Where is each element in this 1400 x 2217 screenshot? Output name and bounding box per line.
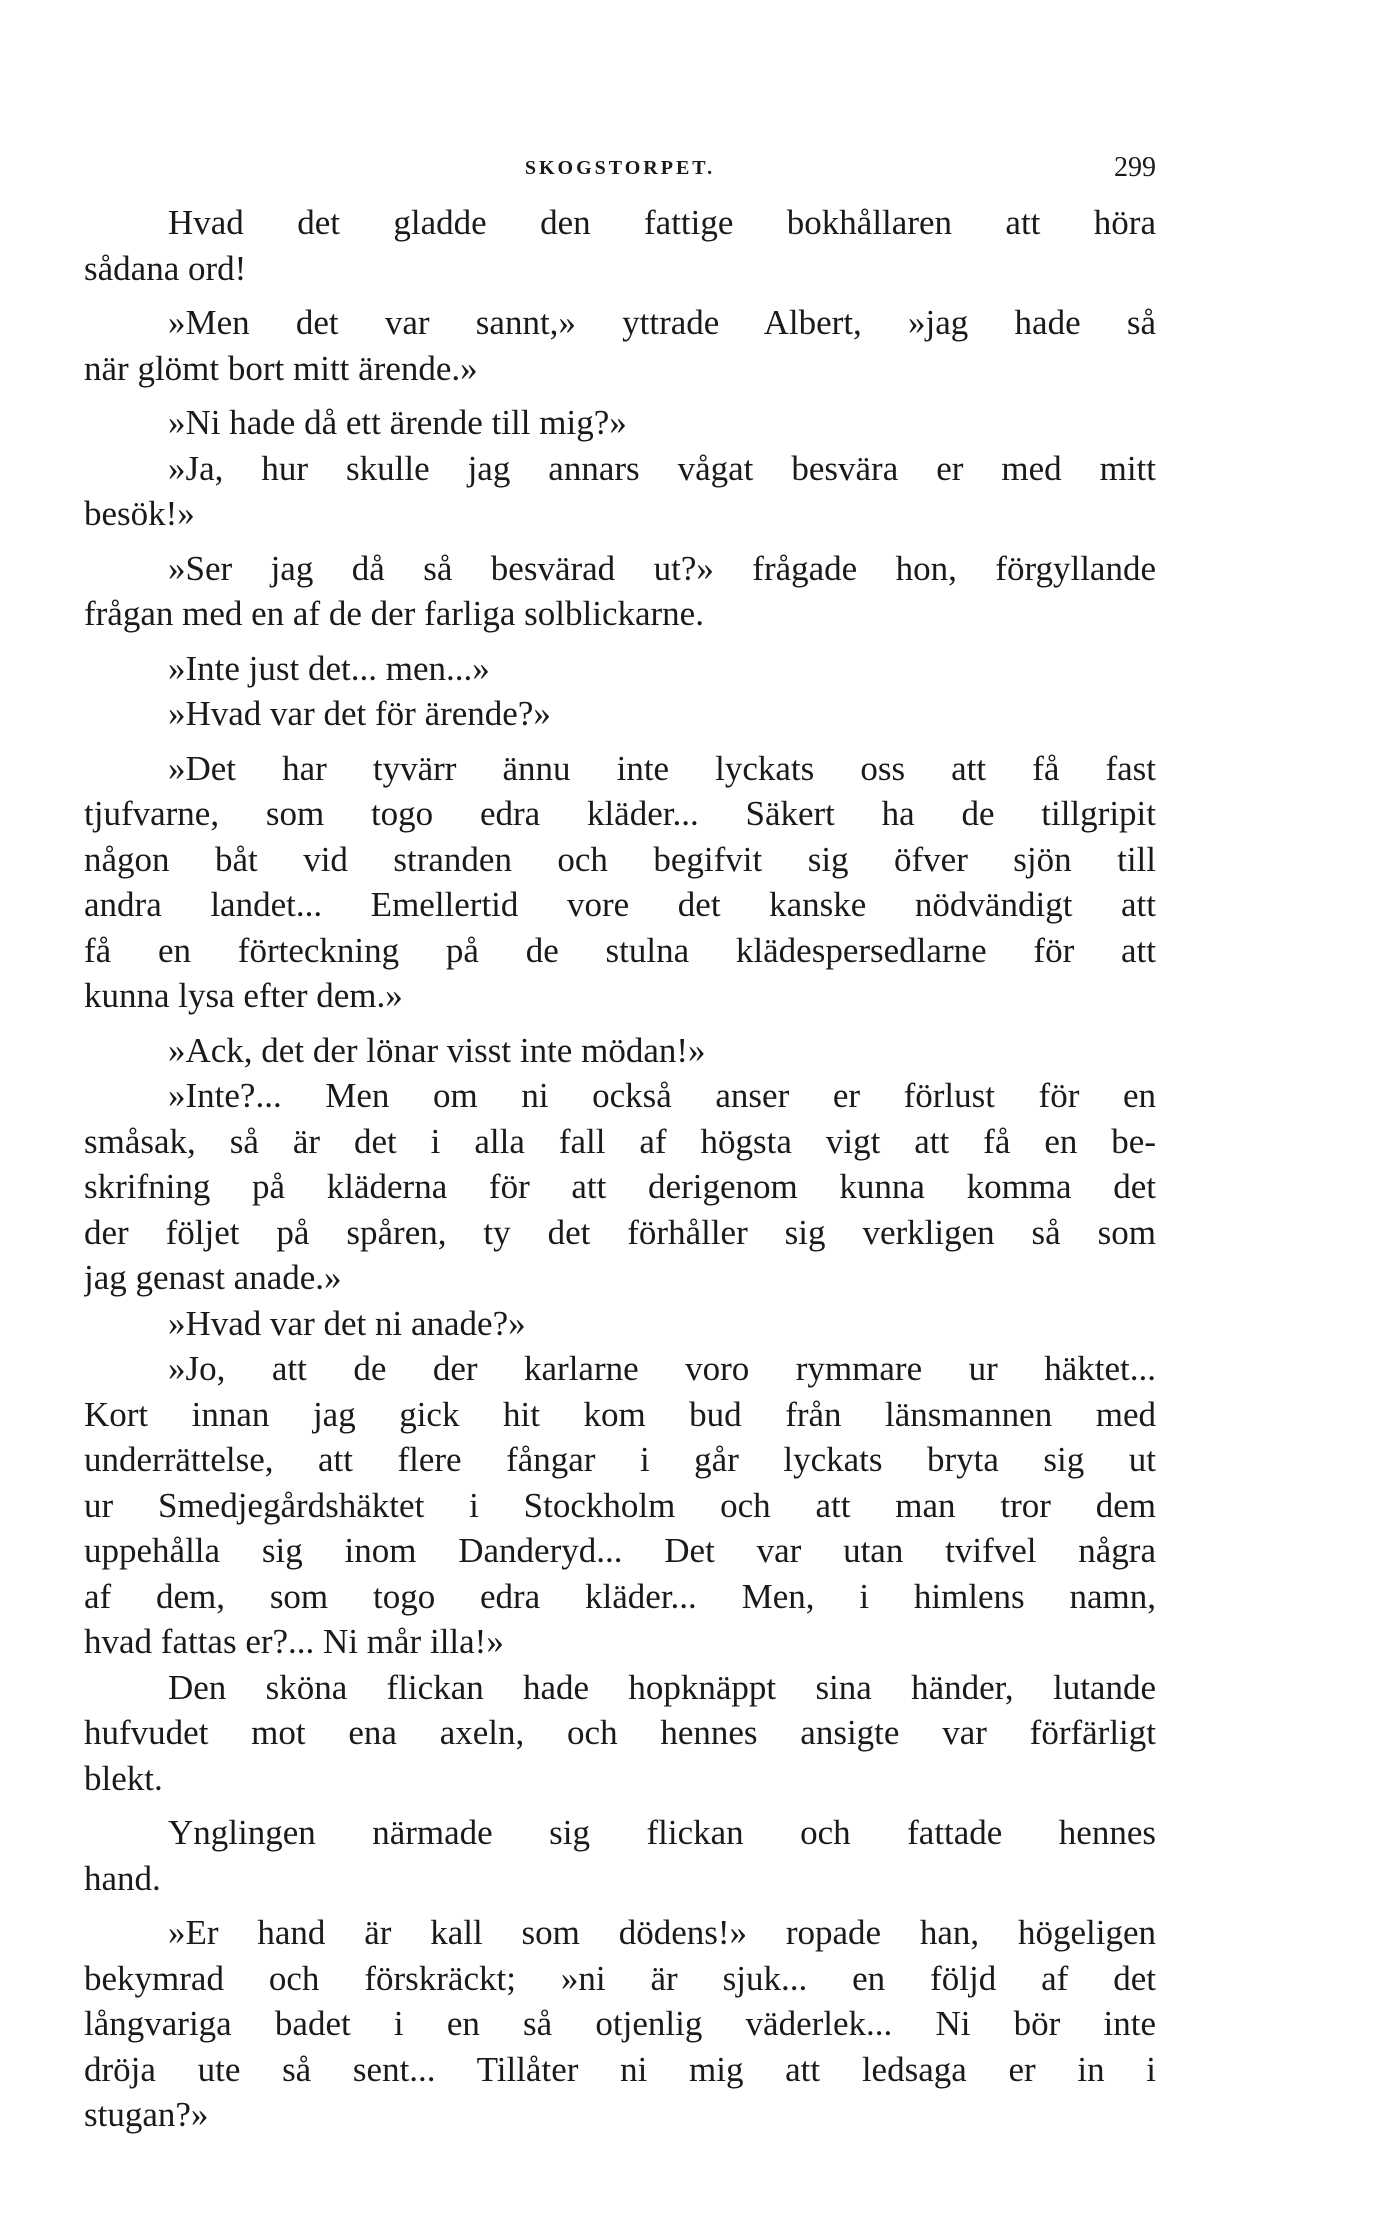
text-line: få en förteckning på de stulna klädespersedlarne för att — [84, 930, 1156, 970]
text-line: ur Smedjegårdshäktet i Stockholm och att man tror dem — [84, 1485, 1156, 1525]
text-line: bekymrad och förskräckt; »ni är sjuk... en följd af det — [84, 1958, 1156, 1998]
text-line: skrifning på kläderna för att derigenom kunna komma det — [84, 1167, 1156, 1206]
text-line: »Ack, det der lönar visst inte mödan!» — [168, 1030, 706, 1070]
text-line: »Ja, hur skulle jag annars vågat besvära er med mitt — [168, 448, 1156, 488]
text-line: uppehålla sig inom Danderyd... Det var utan tvifvel några — [84, 1531, 1156, 1570]
text-line: »Det har tyvärr ännu inte lyckats oss att få fast — [168, 748, 1156, 788]
text-line: »Inte?... Men om ni också anser er förlust för en — [168, 1076, 1156, 1115]
page-header — [84, 148, 1156, 188]
text-line: Hvad det gladde den fattige bokhållaren att höra — [168, 203, 1156, 242]
text-line: Ynglingen närmade sig flickan och fattade hennes — [168, 1813, 1156, 1852]
body-text — [84, 200, 1156, 2138]
text-line: af dem, som togo edra kläder... Men, i himlens namn, — [84, 1576, 1156, 1616]
text-line: »Er hand är kall som dödens!» ropade han, högeligen — [168, 1913, 1156, 1952]
page-number: 299 — [1114, 152, 1156, 183]
text-line: »Ni hade då ett ärende till mig?» — [168, 403, 627, 442]
text-line: när glömt bort mitt ärende.» — [84, 348, 478, 388]
text-line: Den sköna flickan hade hopknäppt sina händer, lutande — [168, 1667, 1156, 1707]
text-line: småsak, så är det i alla fall af högsta vigt att få en be- — [84, 1121, 1156, 1161]
running-title: SKOGSTORPET. — [524, 157, 716, 179]
text-line: långvariga badet i en så otjenlig väderlek... Ni bör inte — [84, 2004, 1156, 2043]
text-line: andra landet... Emellertid vore det kanske nödvändigt att — [84, 885, 1156, 924]
text-line: »Ser jag då så besvärad ut?» frågade hon, förgyllande — [168, 548, 1156, 588]
text-line: hand. — [84, 1858, 161, 1898]
text-line: kunna lysa efter dem.» — [84, 976, 403, 1015]
text-line: stugan?» — [84, 2095, 209, 2134]
text-line: hufvudet mot ena axeln, och hennes ansigte var förfärligt — [84, 1713, 1156, 1752]
text-line: Kort innan jag gick hit kom bud från länsmannen med — [84, 1394, 1156, 1434]
text-line: »Hvad var det ni anade?» — [168, 1303, 526, 1343]
text-line: »Hvad var det för ärende?» — [168, 694, 551, 733]
text-line: underrättelse, att flere fångar i går lyckats bryta sig ut — [84, 1440, 1156, 1479]
text-line: besök!» — [84, 494, 195, 533]
text-line: någon båt vid stranden och begifvit sig öfver sjön till — [84, 839, 1156, 879]
text-line: tjufvarne, som togo edra kläder... Säkert ha de tillgripit — [84, 794, 1156, 833]
text-line: »Inte just det... men...» — [168, 648, 490, 688]
text-line: »Jo, att de der karlarne voro rymmare ur häktet... — [168, 1349, 1156, 1388]
text-line: jag genast anade.» — [84, 1258, 342, 1297]
text-line: hvad fattas er?... Ni mår illa!» — [84, 1622, 504, 1661]
text-line: frågan med en af de der farliga solblickarne. — [84, 594, 704, 633]
text-line: blekt. — [84, 1758, 163, 1798]
text-line: der följet på spåren, ty det förhåller sig verkligen så som — [84, 1212, 1156, 1252]
text-line: »Men det var sannt,» yttrade Albert, »jag hade så — [168, 303, 1156, 342]
text-line: sådana ord! — [84, 248, 247, 288]
text-line: dröja ute så sent... Tillåter ni mig att ledsaga er in i — [84, 2049, 1156, 2089]
